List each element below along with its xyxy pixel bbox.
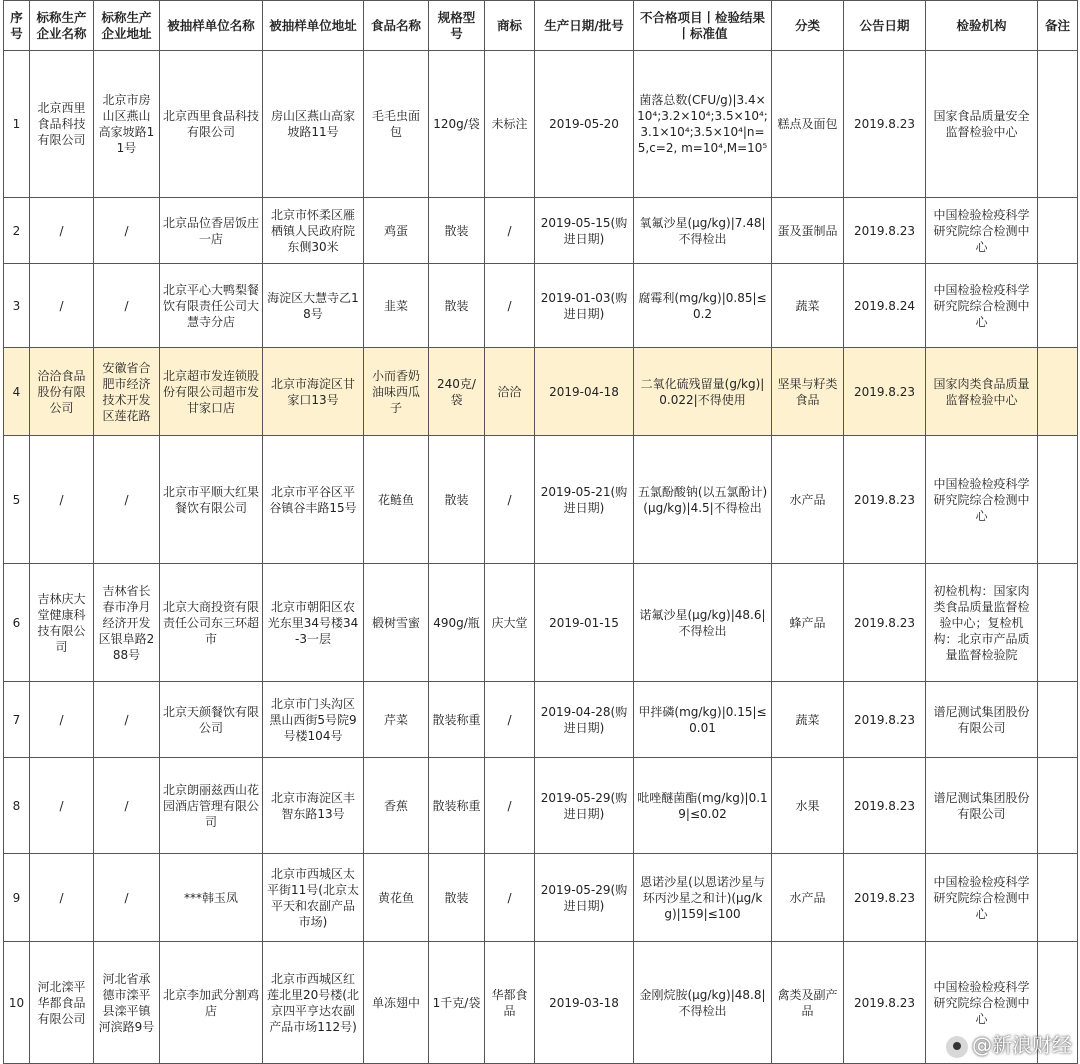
table-cell: 2019-04-18 — [535, 348, 634, 436]
table-cell: 5 — [4, 436, 30, 564]
header-cell: 被抽样单位名称 — [160, 1, 263, 51]
table-cell: 9 — [4, 854, 30, 942]
table-cell: / — [485, 198, 535, 264]
table-cell: 庆大堂 — [485, 564, 535, 682]
table-cell: 散装 — [429, 854, 485, 942]
table-cell: 北京市门头沟区黑山西街5号院9号楼104号 — [263, 682, 364, 758]
table-cell: 2019.8.23 — [844, 198, 926, 264]
header-cell: 分类 — [772, 1, 844, 51]
table-cell: 黄花鱼 — [364, 854, 429, 942]
table-cell: / — [30, 758, 94, 854]
table-cell: 北京超市发连锁股份有限公司超市发甘家口店 — [160, 348, 263, 436]
table-cell: 2019-05-20 — [535, 51, 634, 198]
table-cell: 河北省承德市滦平县滦平镇河滨路9号 — [94, 942, 160, 1064]
table-cell: / — [485, 682, 535, 758]
table-cell: 北京市朝阳区农光东里34号楼34-3一层 — [263, 564, 364, 682]
header-cell: 公告日期 — [844, 1, 926, 51]
table-cell: 中国检验检疫科学研究院综合检测中心 — [926, 198, 1038, 264]
table-cell: 北京市平顺大红果餐饮有限公司 — [160, 436, 263, 564]
table-cell: 芹菜 — [364, 682, 429, 758]
table-cell: 水果 — [772, 758, 844, 854]
table-row — [4, 564, 1078, 682]
table-cell: 散装 — [429, 436, 485, 564]
table-cell: 2019.8.23 — [844, 348, 926, 436]
table-cell: 2019.8.24 — [844, 264, 926, 348]
table-cell: 4 — [4, 348, 30, 436]
table-row — [4, 436, 1078, 564]
table-row — [4, 198, 1078, 264]
table-cell: 2019-03-18 — [535, 942, 634, 1064]
table-cell: 初检机构：国家肉类食品质量监督检验中心；复检机构：北京市产品质量监督检验院 — [926, 564, 1038, 682]
table-cell: 海淀区大慧寺乙18号 — [263, 264, 364, 348]
table-cell: 北京朗丽兹西山花园酒店管理有限公司 — [160, 758, 263, 854]
table-cell: 单冻翅中 — [364, 942, 429, 1064]
table-cell: 坚果与籽类食品 — [772, 348, 844, 436]
table-cell — [1038, 348, 1078, 436]
table-cell: 2019.8.23 — [844, 564, 926, 682]
table-cell: 中国检验检疫科学研究院综合检测中心 — [926, 942, 1038, 1064]
table-cell: 6 — [4, 564, 30, 682]
table-cell: 2019-05-29(购进日期) — [535, 758, 634, 854]
table-cell — [1038, 436, 1078, 564]
table-cell: 水产品 — [772, 436, 844, 564]
header-row — [4, 1, 1078, 51]
table-cell: 490g/瓶 — [429, 564, 485, 682]
table-cell: 腐霉利(mg/kg)|0.85|≤0.2 — [634, 264, 772, 348]
header-cell: 商标 — [485, 1, 535, 51]
table-cell: 氧氟沙星(μg/kg)|7.48|不得检出 — [634, 198, 772, 264]
table-cell: 散装称重 — [429, 682, 485, 758]
table-cell: 鸡蛋 — [364, 198, 429, 264]
table-cell: 中国检验检疫科学研究院综合检测中心 — [926, 264, 1038, 348]
table-cell: 吉林庆大堂健康科技有限公司 — [30, 564, 94, 682]
table-cell — [1038, 758, 1078, 854]
table-row — [4, 51, 1078, 198]
table-cell: 恩诺沙星(以恩诺沙星与环丙沙星之和计)(μg/kg)|159|≤100 — [634, 854, 772, 942]
table-cell: 120g/袋 — [429, 51, 485, 198]
table-cell: 散装 — [429, 198, 485, 264]
table-cell: 8 — [4, 758, 30, 854]
weibo-logo-icon — [946, 1036, 968, 1058]
table-row — [4, 854, 1078, 942]
table-cell: 散装 — [429, 264, 485, 348]
table-cell: 花鲢鱼 — [364, 436, 429, 564]
table-cell: 糕点及面包 — [772, 51, 844, 198]
table-cell: 甲拌磷(mg/kg)|0.15|≤0.01 — [634, 682, 772, 758]
table-row — [4, 942, 1078, 1064]
table-cell — [1038, 682, 1078, 758]
table-cell: 韭菜 — [364, 264, 429, 348]
header-cell: 序号 — [4, 1, 30, 51]
table-cell: 2019.8.23 — [844, 436, 926, 564]
table-cell: 蜂产品 — [772, 564, 844, 682]
table-cell: 2019.8.23 — [844, 942, 926, 1064]
weibo-watermark — [946, 1029, 1072, 1058]
table-cell: / — [94, 436, 160, 564]
table-cell: 1 — [4, 51, 30, 198]
table-cell: 北京品位香居饭庄一店 — [160, 198, 263, 264]
table-row — [4, 758, 1078, 854]
table-cell: 洽洽食品股份有限公司 — [30, 348, 94, 436]
table-cell: 北京市西城区太平街11号(北京太平天和农副产品市场) — [263, 854, 364, 942]
table-cell: 1千克/袋 — [429, 942, 485, 1064]
table-cell: 北京大商投资有限责任公司东三环超市 — [160, 564, 263, 682]
table-cell: 吡唑醚菌酯(mg/kg)|0.19|≤0.02 — [634, 758, 772, 854]
header-cell: 备注 — [1038, 1, 1078, 51]
table-cell: 2019-05-15(购进日期) — [535, 198, 634, 264]
table-cell: 2019-05-29(购进日期) — [535, 854, 634, 942]
table-cell: 2019-05-21(购进日期) — [535, 436, 634, 564]
table-cell: 2019.8.23 — [844, 682, 926, 758]
table-cell: 国家肉类食品质量监督检验中心 — [926, 348, 1038, 436]
table-cell: 五氯酚酸钠(以五氯酚计)(μg/kg)|4.5|不得检出 — [634, 436, 772, 564]
header-cell: 检验机构 — [926, 1, 1038, 51]
table-cell: 谱尼测试集团股份有限公司 — [926, 758, 1038, 854]
table-cell: 河北滦平华都食品有限公司 — [30, 942, 94, 1064]
inspection-results-table — [3, 0, 1078, 1064]
table-cell: 香蕉 — [364, 758, 429, 854]
table-cell: ***韩玉凤 — [160, 854, 263, 942]
header-cell: 食品名称 — [364, 1, 429, 51]
table-cell: 北京市房山区燕山高家坡路11号 — [94, 51, 160, 198]
table-cell: 2019-01-15 — [535, 564, 634, 682]
table-cell: 北京天颜餐饮有限公司 — [160, 682, 263, 758]
table-cell: 椴树雪蜜 — [364, 564, 429, 682]
watermark-text: @新浪财经 — [972, 1033, 1072, 1057]
table-cell: / — [30, 854, 94, 942]
table-cell: / — [485, 264, 535, 348]
table-cell: 2 — [4, 198, 30, 264]
table-cell: 水产品 — [772, 854, 844, 942]
table-cell: 散装称重 — [429, 758, 485, 854]
table-cell — [1038, 264, 1078, 348]
table-row — [4, 682, 1078, 758]
table-row — [4, 264, 1078, 348]
table-cell: 禽类及副产品 — [772, 942, 844, 1064]
table-cell: 2019-01-03(购进日期) — [535, 264, 634, 348]
table-cell: 2019.8.23 — [844, 758, 926, 854]
table-cell: 240克/袋 — [429, 348, 485, 436]
table-cell: / — [30, 436, 94, 564]
table-cell: 金刚烷胺(μg/kg)|48.8|不得检出 — [634, 942, 772, 1064]
table-cell: 北京李加武分割鸡店 — [160, 942, 263, 1064]
table-cell: 房山区燕山高家坡路11号 — [263, 51, 364, 198]
table-cell: 毛毛虫面包 — [364, 51, 429, 198]
table-cell: / — [94, 854, 160, 942]
table-cell: 2019.8.23 — [844, 854, 926, 942]
table-cell: 蔬菜 — [772, 682, 844, 758]
table-cell: 北京平心大鸭梨餐饮有限责任公司大慧寺分店 — [160, 264, 263, 348]
table-cell: 北京西里食品科技有限公司 — [30, 51, 94, 198]
table-cell: 北京市海淀区丰智东路13号 — [263, 758, 364, 854]
table-cell: 2019-04-28(购进日期) — [535, 682, 634, 758]
table-cell: / — [94, 682, 160, 758]
table-cell: 菌落总数(CFU/g)|3.4×10⁴;3.2×10⁴;3.5×10⁴;3.1×10⁴;3.5×10⁴|n=5,c=2, m=10⁴,M=10⁵ — [634, 51, 772, 198]
header-cell: 标称生产企业名称 — [30, 1, 94, 51]
table-cell: 10 — [4, 942, 30, 1064]
table-cell: / — [485, 854, 535, 942]
table-cell: 7 — [4, 682, 30, 758]
header-cell: 标称生产企业地址 — [94, 1, 160, 51]
table-cell — [1038, 564, 1078, 682]
table-cell: / — [485, 758, 535, 854]
table-cell: / — [94, 758, 160, 854]
table-cell: 北京市平谷区平谷镇谷丰路15号 — [263, 436, 364, 564]
table-cell: 中国检验检疫科学研究院综合检测中心 — [926, 854, 1038, 942]
header-cell: 不合格项目丨检验结果丨标准值 — [634, 1, 772, 51]
table-cell: 北京市海淀区甘家口13号 — [263, 348, 364, 436]
header-cell: 被抽样单位地址 — [263, 1, 364, 51]
table-cell — [1038, 198, 1078, 264]
table-cell: 2019.8.23 — [844, 51, 926, 198]
table-cell: 3 — [4, 264, 30, 348]
table-cell: / — [94, 198, 160, 264]
table-cell: 中国检验检疫科学研究院综合检测中心 — [926, 436, 1038, 564]
table-cell: 小而香奶油味西瓜子 — [364, 348, 429, 436]
table-cell: / — [30, 682, 94, 758]
table-cell: 二氧化硫残留量(g/kg)|0.022|不得使用 — [634, 348, 772, 436]
table-cell: 安徽省合肥市经济技术开发区莲花路 — [94, 348, 160, 436]
table-cell: 北京市怀柔区雁栖镇人民政府院东侧30米 — [263, 198, 364, 264]
table-cell: 未标注 — [485, 51, 535, 198]
table-cell — [1038, 854, 1078, 942]
header-cell: 生产日期/批号 — [535, 1, 634, 51]
table-cell: / — [30, 198, 94, 264]
table-cell: 蔬菜 — [772, 264, 844, 348]
table-cell: / — [485, 436, 535, 564]
table-cell: / — [30, 264, 94, 348]
header-cell: 规格型号 — [429, 1, 485, 51]
table-cell: 华都食品 — [485, 942, 535, 1064]
table-cell: 吉林省长春市净月经济开发区银阜路288号 — [94, 564, 160, 682]
table-cell — [1038, 51, 1078, 198]
table-cell: 谱尼测试集团股份有限公司 — [926, 682, 1038, 758]
table-cell: 北京西里食品科技有限公司 — [160, 51, 263, 198]
table-cell: 国家食品质量安全监督检验中心 — [926, 51, 1038, 198]
table-cell: 诺氟沙星(μg/kg)|48.6|不得检出 — [634, 564, 772, 682]
table-cell: 洽洽 — [485, 348, 535, 436]
table-cell: 蛋及蛋制品 — [772, 198, 844, 264]
table-row — [4, 348, 1078, 436]
table-cell: 北京市西城区红莲北里20号楼(北京四平亨达农副产品市场112号) — [263, 942, 364, 1064]
table-cell: / — [94, 264, 160, 348]
